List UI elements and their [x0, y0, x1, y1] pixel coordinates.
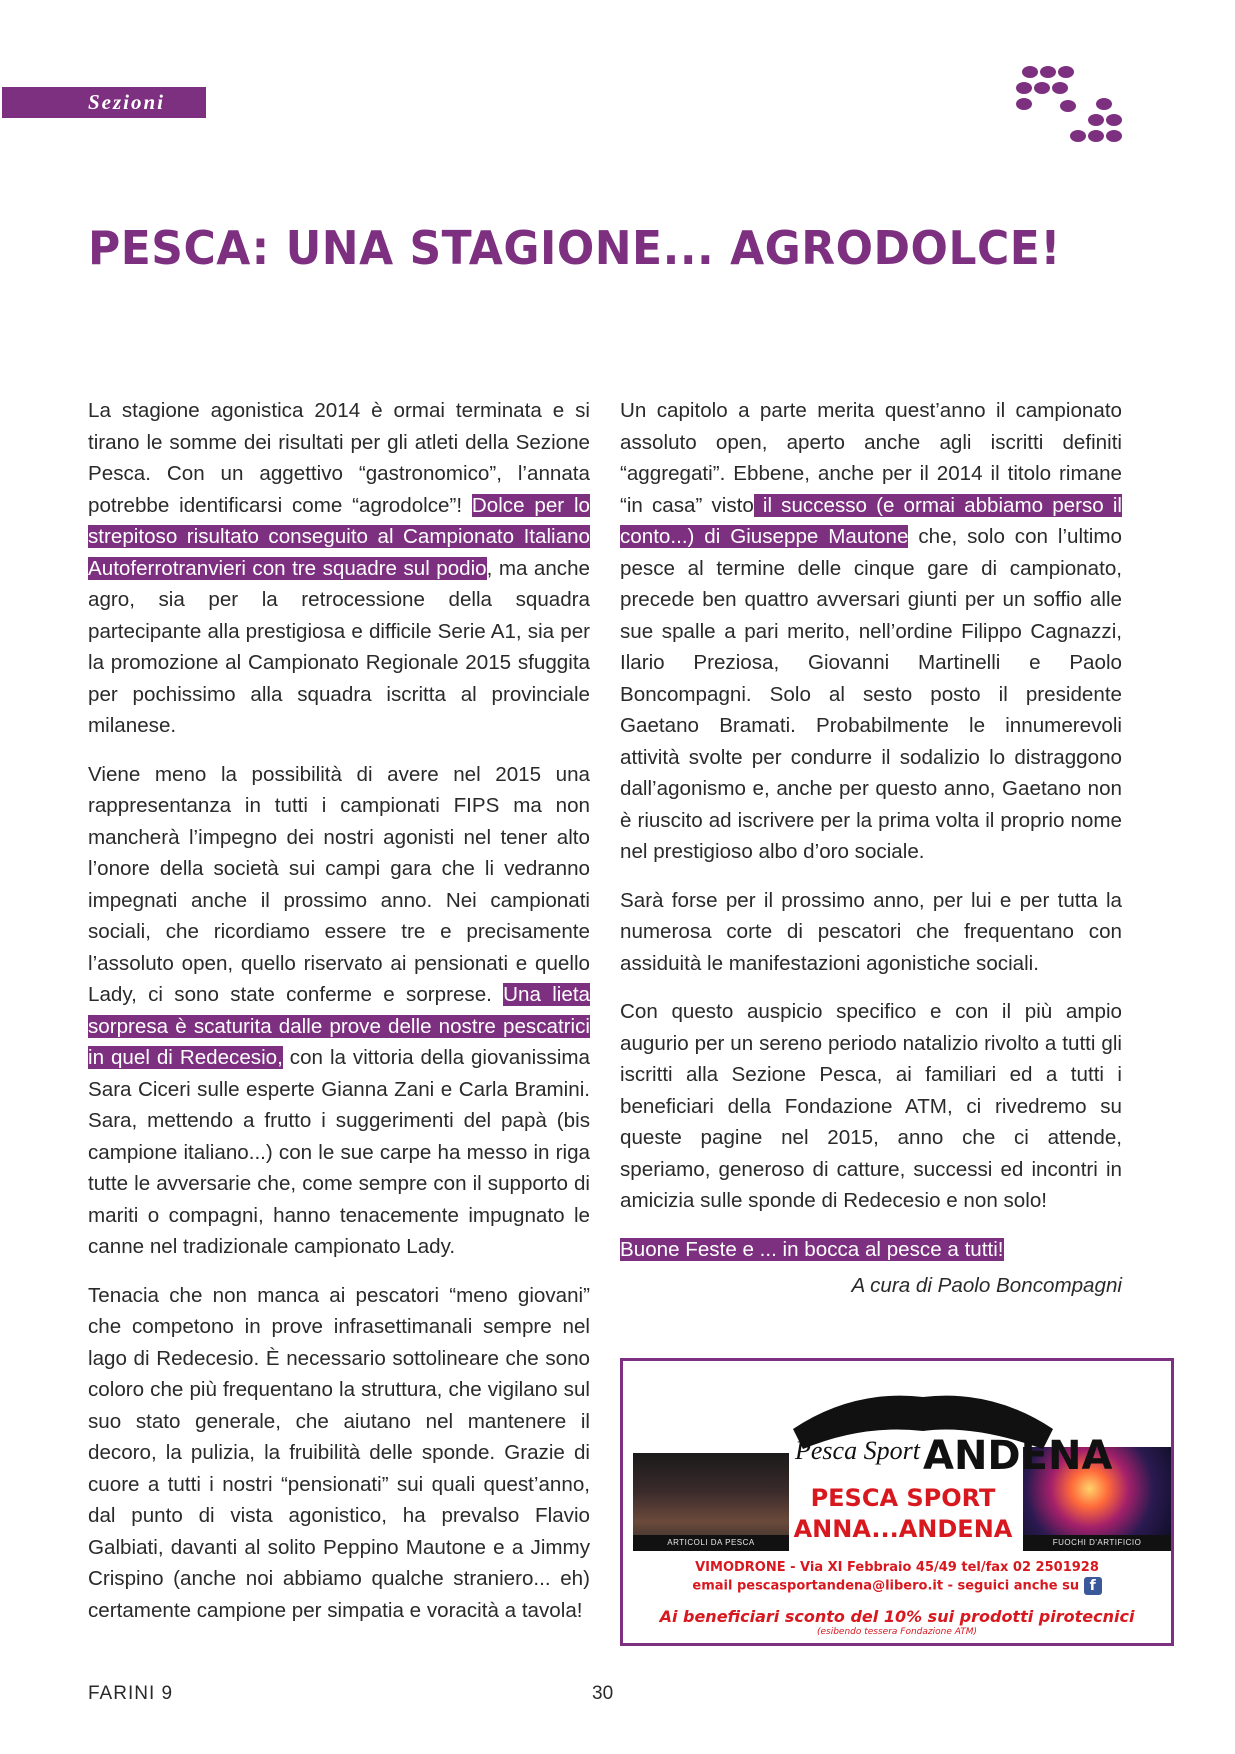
- text-run: che, solo con l’ultimo pesce al termine delle cinque gare di campionato, precede ben quattro avversari giunti per un soffio alle sue spalle a pari merito, nell’ordine Filippo Cagnazzi, Ilario Preziosa, Giovanni Martinelli e Paolo Boncompagni. Solo al sesto posto il presidente Gaetano Bramati. Probabilmente le innumerevoli attività svolte per condurre il sodalizio lo distraggono dall’agonismo e, anche per questo anno, Gaetano non è riuscito ad iscrivere per la prima volta il proprio nome nel prestigioso albo d’oro sociale.: [620, 525, 1122, 863]
- text-run: Un capitolo a parte merita quest’anno il campionato assoluto open, aperto anche agli iscritti definiti “aggregati”. Ebbene, anche per il 2014 il titolo rimane “in casa” visto: [620, 399, 1122, 517]
- article-title: PESCA: UNA STAGIONE... AGRODOLCE!: [88, 222, 1061, 276]
- fishing-gear-photo: [633, 1453, 789, 1551]
- left-column: [88, 395, 590, 1643]
- facebook-icon[interactable]: f: [1084, 1577, 1102, 1595]
- advertisement: [620, 1358, 1174, 1646]
- shop-email-line: [623, 1577, 1171, 1596]
- paragraph: [88, 395, 590, 742]
- logo-letters: ANDENA: [923, 1433, 1113, 1479]
- left-photo-caption: ARTICOLI DA PESCA: [633, 1535, 789, 1551]
- right-photo-caption: FUOCHI D'ARTIFICIO: [1023, 1535, 1171, 1551]
- promo-note: (esibendo tessera Fondazione ATM): [816, 1627, 978, 1637]
- text-run: La stagione agonistica 2014 è ormai terminata e si tirano le somme dei risultati per gli atleti della Sezione Pesca. Con un aggettivo “gastronomico”, l’annata potrebbe identificarsi come “agrodolce”!: [88, 399, 590, 517]
- paragraph: Con questo auspicio specifico e con il più ampio augurio per un sereno periodo natalizio rivolto a tutti gli iscritti alla Sezione Pesca, ai familiari ed a tutti i beneficiari della Fondazione ATM, ci rivedremo su queste pagine nel 2015, anno che ci attende, speriamo, generoso di catture, successi ed incontri in amicizia sulle sponde di Redecesio e non solo!: [620, 1000, 1122, 1212]
- shop-email: email pescasportandena@libero.it - seguici anche su: [692, 1578, 1080, 1594]
- shop-name: [783, 1483, 1023, 1545]
- shop-contacts: [623, 1559, 1171, 1596]
- shop-name-line: ANNA...ANDENA: [793, 1515, 1013, 1543]
- decorative-dots-icon: [1012, 62, 1132, 146]
- highlight-text: Buone Feste e ... in bocca al pesce a tutti!: [620, 1237, 1004, 1261]
- shop-address: VIMODRONE - Via XI Febbraio 45/49 tel/fax 02 2501928: [695, 1560, 1099, 1575]
- page-number: 30: [592, 1683, 614, 1704]
- paragraph: [88, 759, 590, 1263]
- highlight-text: Una lieta sorpresa è scaturita dalle prove delle nostre pescatrici in quel di Redecesio,: [88, 983, 590, 1069]
- text-run: , ma anche agro, sia per la retrocessione della squadra partecipante alla prestigiosa e difficile Serie A1, sia per la promozione al Campionato Regionale 2015 sfuggita per pochissimo alla squadra iscritta al provinciale milanese.: [88, 556, 591, 737]
- section-tag: [2, 87, 206, 118]
- text-run: Viene meno la possibilità di avere nel 2015 una rappresentanza in tutti i campionati FIPS ma non mancherà l’impegno dei nostri agonisti nel tener alto l’onore della società sui campi gara che li vedranno impegnati anche il prossimo anno. Nei campionati sociali, che ricordiamo essere tre e precisamente l’assoluto open, quello riservato ai pensionati e quello Lady, ci sono state conferme e sorprese.: [88, 762, 590, 1006]
- section-label: Sezioni: [88, 90, 166, 114]
- promo-text: Ai beneficiari sconto del 10% sui prodotti pirotecnici: [659, 1607, 1135, 1626]
- paragraph: [620, 395, 1122, 868]
- highlight-text: il successo (e ormai abbiamo perso il conto...) di Giuseppe Mautone: [620, 493, 1122, 548]
- right-column: [620, 395, 1122, 1302]
- highlight-text: Dolce per lo strepitoso risultato conseguito al Campionato Italiano Autoferrotranvieri con tre squadre sul podio: [88, 493, 590, 580]
- paragraph: Sarà forse per il prossimo anno, per lui e per tutta la numerosa corte di pescatori che frequentano con assiduità le manifestazioni agonistiche sociali.: [620, 888, 1122, 975]
- paragraph: Tenacia che non manca ai pescatori “meno giovani” che competono in prove infrasettimanali sempre nel lago di Redecesio. È necessario sottolineare che sono coloro che più frequentano la struttura, che vigilano sul suo stato generale, che aiutano nel mantenere il decoro, la pulizia, la fruibilità delle sponde. Grazie di cuore a tutti i nostri “pensionati” sui quali quest’anno, dal punto di vista agonistico, ha prevalso Flavio Galbiati, davanti al solito Peppino Mautone e a Jimmy Crispino (anche noi abbiamo qualche straniero... eh) certamente campione per simpatia e voracità a tavola!: [88, 1283, 590, 1622]
- shop-name-line: PESCA SPORT: [810, 1484, 996, 1512]
- andena-logo: [773, 1369, 1113, 1479]
- logo-script: Pesca Sport: [795, 1436, 920, 1465]
- author-signature: A cura di Paolo Boncompagni: [851, 1274, 1122, 1297]
- magazine-name: FARINI 9: [88, 1683, 174, 1704]
- closing-line: [620, 1234, 1122, 1266]
- text-run: con la vittoria della giovanissima Sara Ciceri sulle esperte Gianna Zani e Carla Bramini. Sara, mettendo a frutto i suggerimenti del papà (bis campione italiano...) con le sue carpe ha messo in riga tutte le avversarie che, come sempre con il supporto di mariti o compagni, hanno tenacemente impugnato le canne nel tradizionale campionato Lady.: [88, 1046, 591, 1258]
